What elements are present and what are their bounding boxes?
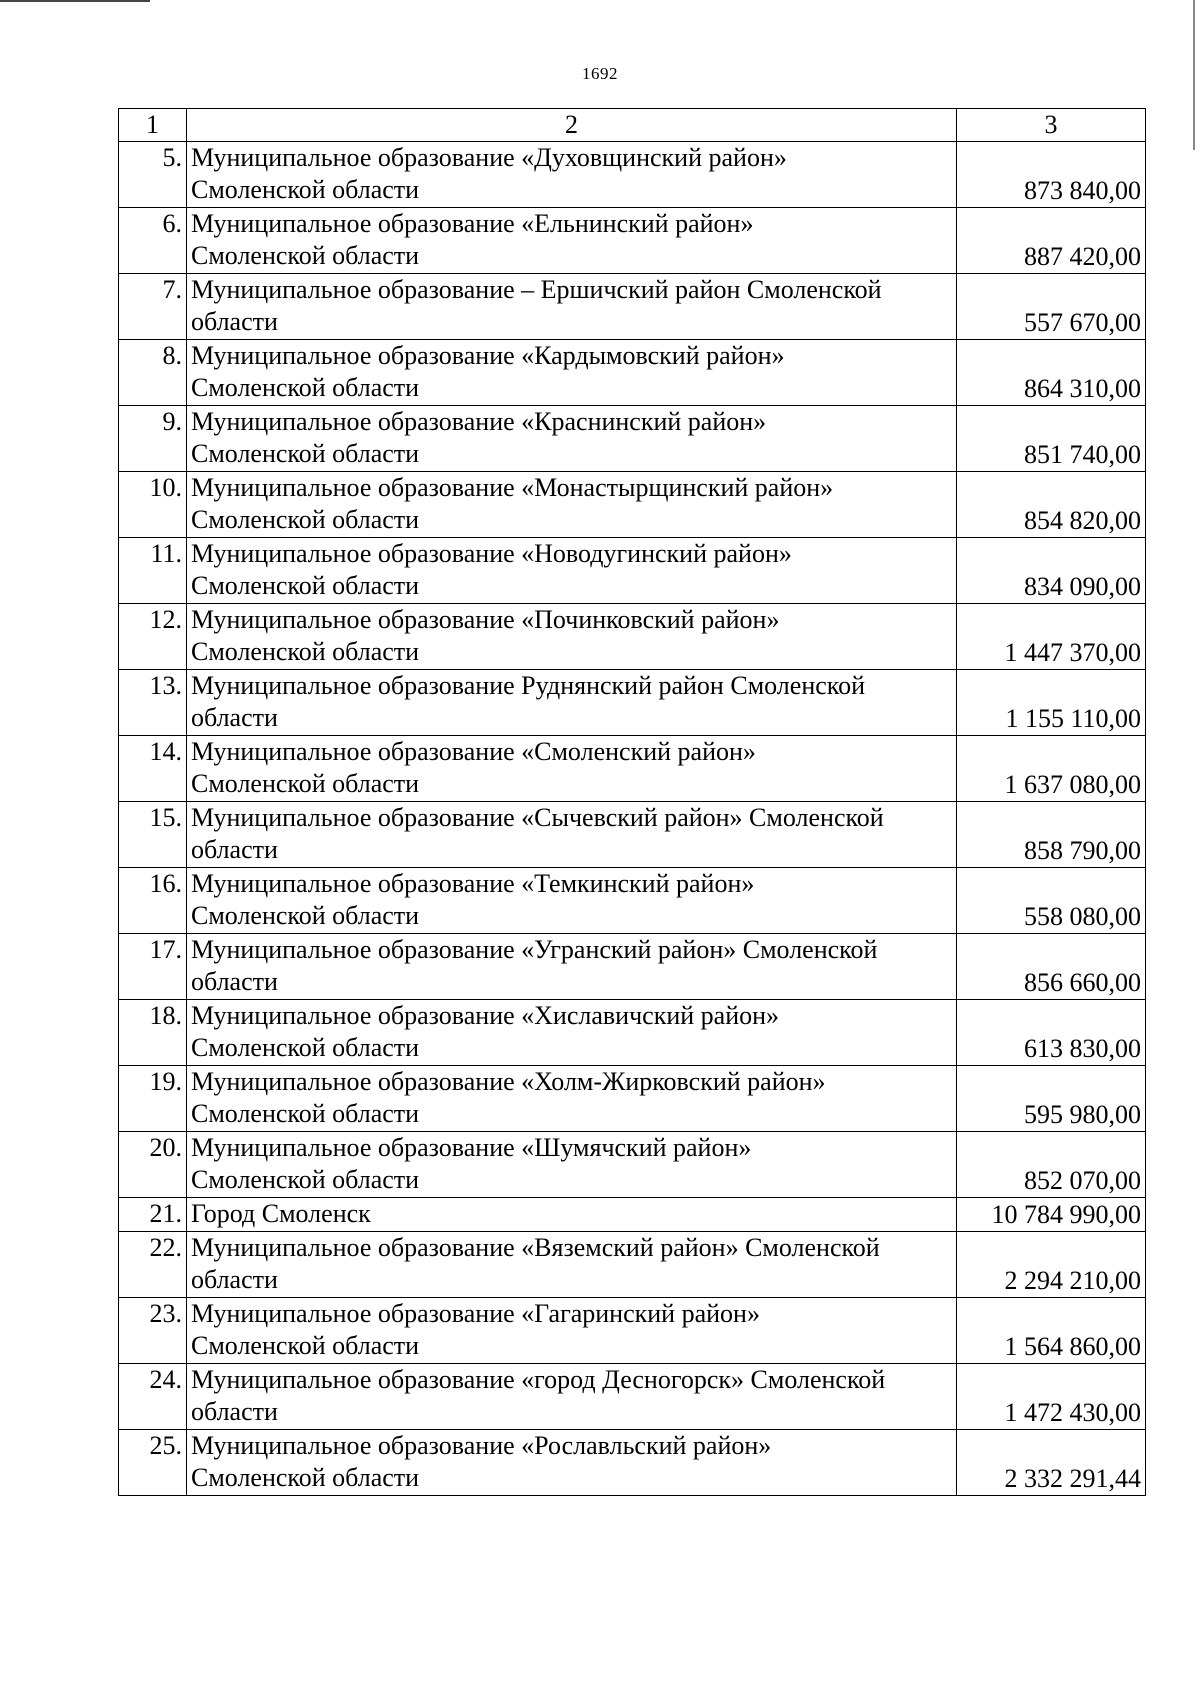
row-number: 11. [119,538,187,604]
amount-value: 851 740,00 [957,406,1146,472]
municipality-name-line1: Муниципальное образование «Темкинский район» [191,869,755,898]
municipality-name [187,340,957,406]
amount-value: 558 080,00 [957,868,1146,934]
table-row [119,604,1146,670]
amount-value: 887 420,00 [957,208,1146,274]
municipality-name [187,604,957,670]
amount-value: 873 840,00 [957,142,1146,208]
row-number: 23. [119,1298,187,1364]
municipality-name-line1: Муниципальное образование «Вяземский район» Смоленской [191,1233,880,1262]
amount-value: 856 660,00 [957,934,1146,1000]
municipality-name-line2: Смоленской области [191,373,420,402]
row-number: 6. [119,208,187,274]
municipality-name-line2: Смоленской области [191,1099,420,1128]
amount-value: 2 294 210,00 [957,1232,1146,1298]
amount-value: 10 784 990,00 [957,1198,1146,1232]
amount-value: 2 332 291,44 [957,1430,1146,1496]
amount-value: 613 830,00 [957,1000,1146,1066]
row-number: 9. [119,406,187,472]
table-row [119,934,1146,1000]
table-row [119,1198,1146,1232]
municipality-name-line2: Смоленской области [191,901,420,930]
municipality-name-line1: Муниципальное образование «Сычевский район» Смоленской [191,803,884,832]
amount-value: 1 447 370,00 [957,604,1146,670]
municipality-name-line2: области [191,307,278,336]
amount-value: 864 310,00 [957,340,1146,406]
row-number: 7. [119,274,187,340]
table-row [119,1430,1146,1496]
municipality-name [187,406,957,472]
row-number: 20. [119,1132,187,1198]
municipality-name [187,934,957,1000]
municipality-name [187,1298,957,1364]
row-number: 16. [119,868,187,934]
municipality-name-line2: Смоленской области [191,769,420,798]
table-row [119,1298,1146,1364]
municipal-allocation-table [118,108,1146,1496]
municipality-name-line1: Муниципальное образование «город Десногорск» Смоленской [191,1365,886,1394]
municipality-name-line2: Смоленской области [191,1033,420,1062]
row-number: 8. [119,340,187,406]
municipality-name-line1: Муниципальное образование «Хиславичский район» [191,1001,780,1030]
table-row [119,208,1146,274]
table-row [119,1066,1146,1132]
municipality-name-line2: Смоленской области [191,439,420,468]
municipality-name-line1: Муниципальное образование «Угранский район» Смоленской [191,935,878,964]
municipality-name-line1: Муниципальное образование – Ершичский район Смоленской [191,275,882,304]
row-number: 15. [119,802,187,868]
municipality-name-line1: Муниципальное образование «Духовщинский район» [191,143,787,172]
municipality-name [187,142,957,208]
table-row [119,736,1146,802]
municipality-name-line2: области [191,1397,278,1426]
row-number: 25. [119,1430,187,1496]
municipality-name [187,208,957,274]
municipality-name-line2: Смоленской области [191,637,420,666]
table-row [119,670,1146,736]
municipality-name-line1: Муниципальное образование «Гагаринский район» [191,1299,760,1328]
municipality-name-line2: области [191,835,278,864]
municipality-name [187,538,957,604]
municipality-name-line2: Смоленской области [191,1331,420,1360]
row-number: 17. [119,934,187,1000]
municipality-name-line1: Муниципальное образование «Починковский район» [191,605,780,634]
amount-value: 1 637 080,00 [957,736,1146,802]
municipality-name-line2: области [191,1265,278,1294]
row-number: 18. [119,1000,187,1066]
amount-value: 595 980,00 [957,1066,1146,1132]
table-row [119,868,1146,934]
column-header-amount: 3 [957,109,1146,142]
municipality-name [187,1000,957,1066]
municipality-name-line1: Муниципальное образование «Рославльский район» [191,1431,772,1460]
municipality-name-line1: Муниципальное образование «Ельнинский район» [191,209,754,238]
table-row [119,406,1146,472]
column-header-number: 1 [119,109,187,142]
amount-value: 557 670,00 [957,274,1146,340]
table-row [119,340,1146,406]
table-row [119,538,1146,604]
amount-value: 1 472 430,00 [957,1364,1146,1430]
municipality-name-line1: Муниципальное образование «Холм-Жирковский район» [191,1067,826,1096]
municipality-name [187,1132,957,1198]
table-row [119,274,1146,340]
amount-value: 852 070,00 [957,1132,1146,1198]
municipality-name [187,1198,957,1232]
municipality-name [187,274,957,340]
municipality-name [187,472,957,538]
table-row [119,1000,1146,1066]
table-row [119,472,1146,538]
row-number: 21. [119,1198,187,1232]
amount-value: 858 790,00 [957,802,1146,868]
municipality-name-line1: Муниципальное образование «Кардымовский район» [191,341,785,370]
row-number: 24. [119,1364,187,1430]
table-row [119,142,1146,208]
table-header-row [119,109,1146,142]
column-header-name: 2 [187,109,957,142]
municipality-name [187,1430,957,1496]
municipality-name [187,1066,957,1132]
municipality-name [187,868,957,934]
municipality-name-line2: Смоленской области [191,241,420,270]
page-number: 1692 [582,64,618,83]
municipality-name [187,802,957,868]
amount-value: 834 090,00 [957,538,1146,604]
scan-edge-top [0,0,150,2]
row-number: 10. [119,472,187,538]
table-row [119,802,1146,868]
municipality-name [187,736,957,802]
municipality-name-line1: Муниципальное образование «Монастырщинский район» [191,473,834,502]
municipality-name [187,1232,957,1298]
amount-value: 854 820,00 [957,472,1146,538]
table-row [119,1232,1146,1298]
row-number: 14. [119,736,187,802]
municipality-name-line1: Муниципальное образование «Новодугинский район» [191,539,792,568]
municipality-name [187,670,957,736]
row-number: 22. [119,1232,187,1298]
amount-value: 1 564 860,00 [957,1298,1146,1364]
municipality-name-line2: Смоленской области [191,571,420,600]
municipality-name-line2: области [191,967,278,996]
table-row [119,1132,1146,1198]
municipality-name-line1: Муниципальное образование «Шумячский район» [191,1133,752,1162]
row-number: 12. [119,604,187,670]
row-number: 19. [119,1066,187,1132]
row-number: 13. [119,670,187,736]
municipality-name-line1: Муниципальное образование Руднянский район Смоленской [191,671,865,700]
row-number: 5. [119,142,187,208]
municipality-name [187,1364,957,1430]
municipality-name-line2: Смоленской области [191,505,420,534]
amount-value: 1 155 110,00 [957,670,1146,736]
municipality-name-line2: области [191,703,278,732]
municipality-name-line1: Муниципальное образование «Смоленский район» [191,737,756,766]
municipality-name-line2: Смоленской области [191,1165,420,1194]
table-row [119,1364,1146,1430]
municipality-name-line2: Смоленской области [191,1463,420,1492]
municipality-name-line2: Смоленской области [191,175,420,204]
municipality-name-line1: Муниципальное образование «Краснинский район» [191,407,767,436]
municipality-name-line1: Город Смоленск [191,1199,371,1228]
